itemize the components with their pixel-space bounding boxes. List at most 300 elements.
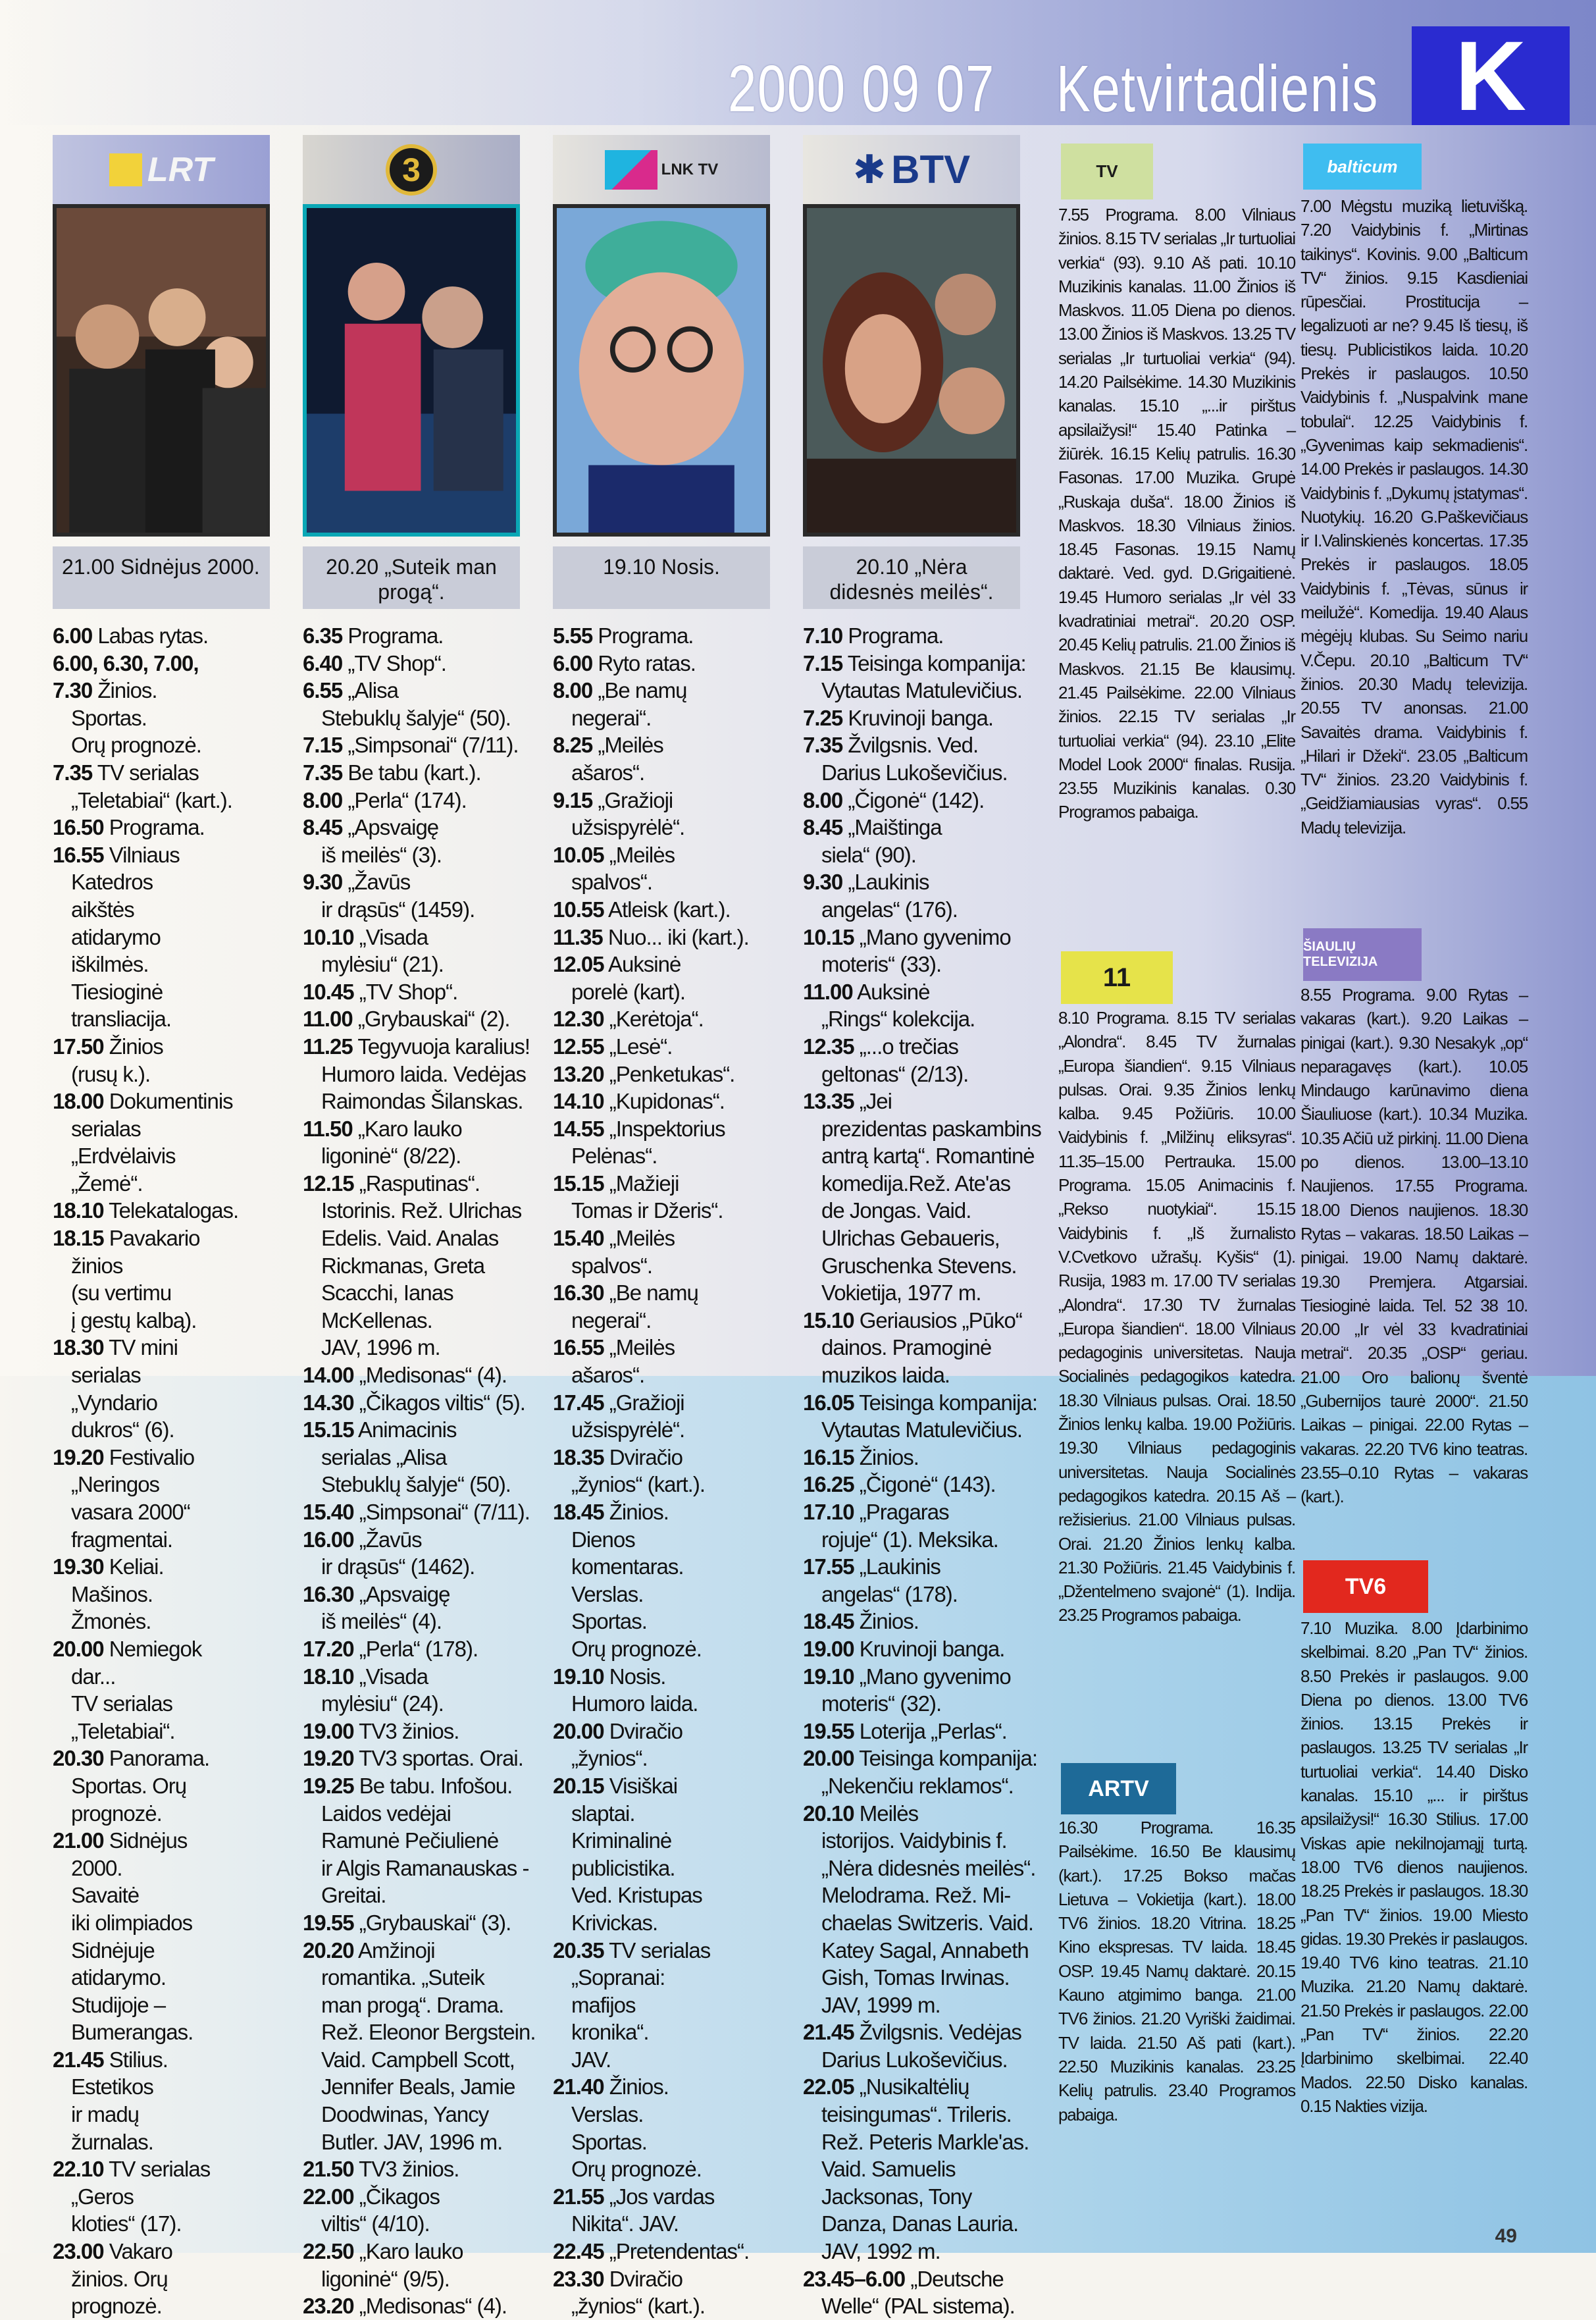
tv3-schedule-text: Raimondas Šilanskas. [321,1089,523,1114]
btv-schedule-text: Žvilgsnis. Ved. [842,733,979,758]
btv-schedule-text: „Mano gyvenimo [854,924,1011,949]
lrt-schedule-text: transliacija. [71,1007,172,1032]
tv3-schedule-text: „Visada [353,1664,428,1689]
tv3-schedule-text: Ramunė Pečiulienė [321,1828,499,1853]
lrt-schedule-text: Vilniaus [103,842,180,867]
lnk-schedule-line [553,1444,770,1471]
lrt-schedule-text: atidarymo [71,924,161,949]
tv3-schedule-text: „Žavūs [353,1527,422,1552]
tv3-schedule-line [303,2128,520,2156]
lnk-schedule-text: Programa. [592,623,694,648]
lnk-schedule-line [553,1361,770,1389]
lrt-schedule-line [53,1827,270,1855]
tv3-schedule-line [303,841,520,869]
tv3-schedule-line [303,2183,520,2211]
lrt-schedule-text: Dokumentinis [103,1089,233,1114]
btv-schedule-text: „Laukinis [842,870,929,895]
tv3-schedule-text: „Alisa [342,678,398,703]
lnk-schedule-time: 9.15 [553,787,593,812]
tv3-schedule-text: Amžinoji [353,1938,435,1963]
btv-schedule-time: 17.10 [803,1500,854,1524]
lnk-schedule-text: „Meilės [604,842,675,867]
lrt-schedule-text: iki olimpiados [71,1910,193,1935]
lrt-schedule-text: Bumerangas. [71,2020,193,2045]
lrt-schedule-text: Nemiegok [103,1636,202,1661]
lrt-schedule-text: dar... [71,1664,116,1689]
btv-lead: 20.10 „Nėra didesnės meilės“. [803,546,1020,609]
lrt-schedule-text: „Neringos [71,1472,160,1497]
lnk-schedule-line [553,2183,770,2211]
tv3-schedule-line [303,814,520,841]
btv-schedule-line [803,1471,1020,1498]
lnk-schedule-text: mafijos [571,1992,636,2017]
lnk-schedule-line [553,2073,770,2101]
btv-schedule-line [803,704,1020,732]
lrt-schedule-line [53,2292,270,2320]
lnk-schedule-time: 13.20 [553,1061,604,1086]
lrt-schedule-line [53,2155,270,2183]
lrt-schedule-line [53,1279,270,1307]
tv3-schedule-line [303,704,520,732]
lnk-logo-icon [605,150,657,190]
btv-schedule-text: „...o trečias [854,1034,958,1059]
lrt-schedule-text: Studijoje – [71,1992,166,2017]
page-header [0,0,1596,131]
lnk-schedule-line [553,1005,770,1033]
btv-schedule-time: 13.35 [803,1089,854,1114]
tv3-schedule-line [303,1991,520,2019]
lnk-schedule-text: „Kupidonas“. [604,1089,725,1114]
tv3-schedule-text: „Žavūs [342,870,411,895]
lnk-schedule-text: užsispyrėlė“. [571,815,685,840]
tv3-schedule-line [303,1252,520,1280]
tv3-schedule-text: „Rasputinas“. [353,1171,480,1196]
lrt-schedule-line [53,841,270,869]
lrt-schedule-line [53,622,270,650]
lrt-schedule-line [53,814,270,841]
tv3-schedule-text: Istorinis. Rež. Ulrichas [321,1198,522,1223]
lnk-photo-image [557,208,766,533]
tv3-schedule-text: ligoninė“ (9/5). [321,2266,450,2291]
lrt-schedule-time: 6.00, 6.30, 7.00, [53,650,199,675]
btv-schedule-text: Jacksonas, Tony [821,2184,972,2209]
tv3-schedule-text: iš meilės“ (3). [321,842,442,867]
lrt-schedule-line [53,2128,270,2156]
lrt-photo [53,204,270,537]
lnk-schedule-text: slaptai. [571,1801,635,1826]
btv-schedule-line [803,1663,1020,1691]
btv-schedule-line [803,1553,1020,1581]
tv3-schedule-time: 11.25 [303,1034,353,1059]
lrt-schedule-text: Mašinos. [71,1581,153,1606]
lnk-schedule-text: Krivickas. [571,1910,658,1935]
btv-schedule-text: moteris“ (32). [821,1691,942,1716]
lnk-schedule-time: 14.10 [553,1089,604,1114]
lnk-schedule-text: Nikita“. JAV. [571,2211,679,2236]
btv-schedule-text: Vytautas Matulevičius. [821,1417,1023,1442]
lrt-schedule-time: 18.30 [53,1335,104,1360]
btv-schedule-line [803,1772,1020,1800]
balticum-schedule: 7.00 Mėgstu muziką lietuvišką. 7.20 Vaidybinis f. „Mirtinas taikinys“. Kovinis. 9.00 „Balticum TV“ žinios. 9.15 Kasdieniai rūpesčiai. Prostitucija – legalizuoti ar ne? 9.45 Iš tiesų, iš tiesų. Publicistikos laida. 10.20 Prekės ir paslaugos. 10.50 Vaidybinis f. „Nuspalvink mane tobulai“. 12.25 Vaidybinis f. „Gyvenimas kaip sekmadienis“. 14.00 Prekės ir paslaugos. 14.30 Vaidybinis f. „Dykumų įstatymas“. Nuotykių. 16.20 G.Paškevičiaus ir I.Valinskienės koncertas. 17.35 Prekės ir paslaugos. 18.05 Vaidybinis f. „Tėvas, sūnus ir meilužė“. Komedija. 19.40 Alaus mėgėjų klubas. Su Seimo nariu V.Čepu. 20.10 „Balticum TV“ žinios. 20.30 Madų televizija. 20.55 TV anonsas. 21.00 Savaitės drama. Vaidybinis f. „Hilari ir Džeki“. 23.05 „Balticum TV“ žinios. 23.20 Vaidybinis f. „Geidžiamiausias vyras“. 0.55 Madų televizija. [1300,196,1528,837]
lrt-schedule-line [53,2101,270,2128]
tv3-schedule-line [303,1827,520,1855]
lnk-schedule-time: 20.15 [553,1773,604,1798]
lrt-schedule-text: žurnalas. [71,2129,153,2154]
lrt-schedule-line [53,1526,270,1554]
btv-schedule-text: Vytautas Matulevičius. [821,678,1023,703]
tv3-schedule-text: Be tabu (kart.). [342,760,481,785]
lrt-schedule-text: Sportas. Orų [71,1773,187,1798]
lnk-schedule-text: „Mažieji [604,1171,679,1196]
lnk-schedule-line [553,1581,770,1608]
lnk-schedule-text: Tomas ir Džeris“. [571,1198,723,1223]
tv3-schedule-line [303,1005,520,1033]
tv3-schedule-text: Animacinis [353,1417,457,1442]
tv3-schedule-text: man progą“. Drama. [321,1992,504,2017]
lrt-schedule-text: Žinios. [92,678,157,703]
lnk-schedule-time: 10.55 [553,897,604,922]
tv3-schedule-line [303,1772,520,1800]
tv3-schedule-line [303,1718,520,1745]
btv-schedule-line [803,1526,1020,1554]
lnk-schedule-line [553,1608,770,1635]
lnk-schedule-text: „Sopranai: [571,1965,665,1990]
tv3-schedule-time: 9.30 [303,870,343,895]
tv3-schedule-time: 23.20 [303,2294,354,2319]
btv-schedule-time: 23.45–6.00 [803,2266,906,2291]
lnk-schedule-text: Dviračio [604,1718,682,1743]
btv-schedule-text: „Čigonė“ (142). [842,787,985,812]
lnk-schedule-text: „Meilės [604,1335,675,1360]
lrt-schedule-text: kloties“ (17). [71,2211,182,2236]
btv-schedule-line [803,1745,1037,1772]
btv-schedule-text: Welle“ (PAL sistema). [821,2294,1015,2319]
lrt-schedule-line [53,1581,270,1608]
lnk-schedule-text: „Be namų [592,678,687,703]
btv-schedule [803,622,1041,2320]
btv-schedule-text: Darius Lukoševičius. [821,760,1008,785]
btv-schedule-time: 8.45 [803,815,843,840]
tv3-schedule-text: „Čikagos [353,2184,440,2209]
lnk-schedule-line [553,1553,770,1581]
lrt-schedule-line [53,1142,270,1170]
tv3-schedule-text: Tegyvuoja karalius! [352,1034,530,1059]
lrt-schedule-line [53,1800,270,1828]
tv3-schedule-text: Be tabu. Infošou. [353,1773,513,1798]
btv-schedule-line [803,2265,1020,2293]
lnk-schedule-text: „Gražioji [604,1390,684,1415]
page-number: 49 [1495,2225,1517,2247]
lnk-schedule-line [553,1389,770,1417]
lrt-schedule-line [53,1745,270,1772]
btv-schedule-line [803,1444,1020,1471]
lrt-schedule-text: TV serialas [92,760,199,785]
tv3-schedule-text: „Karo lauko [352,1116,462,1141]
lnk-schedule-time: 21.40 [553,2074,604,2099]
lnk-schedule-line [553,759,770,787]
tv3-schedule-text: Rickmanas, Greta [321,1253,485,1278]
btv-schedule-text: angelas“ (178). [821,1581,958,1606]
btv-schedule-line [803,2073,1020,2101]
btv-schedule-line [803,759,1020,787]
lrt-schedule-line [53,731,270,759]
btv-schedule-line [803,1088,1020,1115]
btv-schedule-line [803,951,1020,978]
lrt-schedule-line [53,1307,270,1334]
tv3-schedule-text: „Grybauskai“ (3). [353,1910,511,1935]
lnk-schedule-line [553,2155,770,2183]
lnk-schedule-line [553,1416,770,1444]
btv-schedule-time: 16.15 [803,1444,854,1469]
lrt-schedule-time: 21.45 [53,2047,104,2072]
lrt-schedule-line [53,704,270,732]
lrt-schedule-text: Sportas. [71,705,147,730]
tv3-schedule-line [303,1690,520,1718]
tv3-schedule-line [303,1225,520,1252]
tv3-schedule-text: iš meilės“ (4). [321,1609,442,1634]
lrt-schedule-line [53,1088,270,1115]
lrt-schedule-text: Sidnėjuje [71,1938,155,1963]
tv3-schedule-time: 14.30 [303,1390,354,1415]
lnk-schedule-text: Žinios. [604,2074,669,2099]
lnk-schedule-text: „žynios“. [571,1746,648,1771]
btv-schedule-line [803,1827,1020,1855]
lnk-schedule-line [553,951,770,978]
lnk-schedule-text: Nuo... iki (kart.). [602,924,749,949]
btv-schedule-line [803,1909,1034,1937]
lnk-schedule [553,622,770,2320]
btv-schedule-text: Auksinė [852,979,930,1004]
btv-schedule-text: Darius Lukoševičius. [821,2047,1008,2072]
lrt-schedule-text: Labas rytas. [92,623,209,648]
lnk-schedule-line [553,1663,770,1691]
btv-schedule-line [803,2238,1020,2265]
lrt-schedule-line [53,1608,270,1635]
lrt-schedule-time: 18.15 [53,1226,104,1251]
lnk-schedule-line [553,1855,770,1882]
tv3-schedule-line [303,2265,520,2293]
lrt-schedule-text: TV mini [103,1335,178,1360]
tv3-schedule-text: romantika. „Suteik [321,1965,484,1990]
lrt-schedule-line [53,1252,270,1280]
lrt-schedule-text: TV serialas [71,1691,173,1716]
btv-schedule-text: „Pragaras [854,1500,949,1524]
tv3-schedule-text: viltis“ (4/10). [321,2211,430,2236]
btv-photo-image [807,208,1016,533]
btv-schedule-text: „Laukinis [854,1554,940,1579]
lrt-schedule-line [53,924,270,951]
lrt-schedule-line [53,1937,270,1964]
tv3-photo-image [307,208,516,533]
lrt-schedule-line [53,2073,270,2101]
lrt-schedule-text: (su vertimu [71,1280,172,1305]
lnk-schedule-line [553,787,770,814]
lrt-schedule-line [53,1991,270,2019]
lnk-schedule-line [553,2265,770,2293]
tv3-schedule-text: Laidos vedėjai [321,1801,451,1826]
lnk-schedule-text: komentaras. [571,1554,684,1579]
lnk-schedule-text: Žinios. [604,1500,669,1524]
tv3-schedule-text: Stebuklų šalyje“ (50). [321,705,511,730]
btv-schedule-text: Katey Sagal, Annabeth [821,1938,1029,1963]
tv3-schedule-text: TV3 žinios. [353,2157,459,2182]
lnk-schedule-time: 10.05 [553,842,604,867]
tv3-schedule-text: Rež. Eleonor Bergstein. [321,2020,536,2045]
tv3-schedule-line [303,868,520,896]
lnk-schedule-text: spalvos“. [571,1253,653,1278]
btv-schedule-text: rojuje“ (1). Meksika. [821,1527,998,1552]
lrt-schedule-text: Estetikos [71,2074,153,2099]
lnk-schedule-text: Atleisk (kart.). [604,897,731,922]
lnk-schedule-line [553,1115,770,1143]
lrt-schedule-text: Telekatalogas. [103,1198,239,1223]
tv6-logo: TV6 [1303,1560,1428,1613]
btv-schedule-text: JAV, 1992 m. [821,2239,940,2264]
btv-schedule-line [803,1718,1020,1745]
lrt-schedule-text: Programa. [103,815,205,840]
btv-schedule-line [803,1608,1020,1635]
btv-schedule-line [803,1389,1037,1417]
tv3-schedule-line [303,1061,527,1088]
btv-schedule-text: Melodrama. Rež. Mi- [821,1883,1011,1908]
btv-schedule-line [803,1690,1020,1718]
lrt-schedule-line [53,2238,270,2265]
lrt-schedule-line [53,1389,270,1417]
tv3-schedule-line [303,1498,530,1526]
tv3-schedule-line [303,759,520,787]
tv3-schedule-line [303,2292,520,2320]
tv3-schedule-line [303,1197,520,1225]
lrt-schedule-text: serialas [71,1363,141,1388]
btv-schedule-line [803,1005,1020,1033]
btv-schedule-text: Gruschenka Stevens. [821,1253,1017,1278]
btv-schedule-text: „Nėra didesnės meilės“. [821,1855,1036,1880]
lnk-schedule-text: „Meilės [604,1226,675,1251]
tv3-schedule-text: mylėsiu“ (24). [321,1691,444,1716]
btv-schedule-line [803,1800,1020,1828]
artv-schedule: 16.30 Programa. 16.35 Pailsėkime. 16.50 Be klausimų (kart.). 17.25 Bokso mačas Lietuva – Vokietija (kart.). 18.00 TV6 žinios. 18.20 Vitrina. 18.25 Kino ekspresas. TV laida. 18.45 OSP. 19.45 Namų daktarė. 20.15 Kauno atgimimo banga. 21.00 TV6 žinios. 21.20 Vyriški žaidimai. TV laida. 21.50 Aš pati (kart.). 22.50 Muzikinis kanalas. 23.25 Kelių patrulis. 23.40 Programos pabaiga. [1058,1818,1295,2124]
btv-logo-icon: ✱ [852,147,887,192]
btv-schedule-line [803,814,1020,841]
tv3-schedule-line [303,1416,520,1444]
tv3-schedule-line [303,978,520,1006]
tv3-schedule-line [303,1115,520,1143]
lrt-schedule-line [53,650,270,677]
btv-schedule-text: Geriausios „Pūko“ [854,1307,1022,1332]
btv-schedule-time: 7.10 [803,623,843,648]
tv3-schedule-line [303,2210,520,2238]
lrt-schedule-time: 20.30 [53,1746,104,1771]
tv3-schedule-text: ir drąsūs“ (1459). [321,897,475,922]
lrt-schedule-time: 7.30 [53,678,93,703]
btv-schedule-time: 7.15 [803,650,843,675]
lnk-schedule-text: spalvos“. [571,870,653,895]
btv-schedule-text: dainos. Pramoginė [821,1335,992,1360]
btv-schedule-line [803,622,1020,650]
btv-schedule-line [803,650,1026,677]
tv3-schedule-time: 14.00 [303,1363,354,1388]
tv3-schedule-time: 22.50 [303,2239,354,2264]
lrt-schedule-line [53,1855,270,1882]
lrt-schedule-line [53,1553,270,1581]
lrt-schedule-time: 21.00 [53,1828,104,1853]
btv-schedule-time: 19.00 [803,1636,854,1661]
lrt-schedule-line [53,1416,270,1444]
btv-schedule-text: Programa. [842,623,944,648]
lrt-schedule-line [53,1663,270,1691]
tv3-schedule-time: 8.00 [303,787,343,812]
tv3-schedule-time: 15.40 [303,1500,354,1524]
lnk-schedule-text: Nosis. [604,1664,666,1689]
btv-schedule-time: 16.25 [803,1472,854,1497]
lnk-schedule-text: Orų prognozė. [571,1636,702,1661]
lrt-schedule-line [53,677,270,704]
tv3-schedule-time: 18.10 [303,1664,354,1689]
tv3-schedule-time: 15.15 [303,1417,354,1442]
lrt-schedule-text: Sidnėjus [103,1828,188,1853]
btv-schedule-text: „Nekenčiu reklamos“. [821,1773,1014,1798]
vilniaus-tv-logo: TV [1061,144,1153,199]
btv-schedule-text: teisingumas“. Trileris. [821,2102,1012,2127]
lnk-lead: 19.10 Nosis. [553,546,770,609]
tv3-schedule-text: „Simpsonai“ (7/11). [353,1500,530,1524]
lnk-logo: LNK TV [553,135,770,204]
lnk-schedule-line [553,1225,770,1252]
btv-schedule-text: Teisinga kompanija: [854,1746,1037,1771]
lrt-schedule-text: „Žemė“. [71,1171,143,1196]
tv3-schedule-line [303,1088,523,1115]
tv3-schedule-time: 10.10 [303,924,354,949]
btv-schedule-line [803,677,1023,704]
btv-schedule-line [803,1964,1020,1991]
tv3-schedule-text: Edelis. Vaid. Analas [321,1226,499,1251]
tv3-schedule-time: 16.30 [303,1581,354,1606]
tv3-schedule-time: 7.35 [303,760,343,785]
tv3-schedule-text: „Visada [353,924,428,949]
lnk-schedule-time: 18.35 [553,1444,604,1469]
tv3-schedule-text: McKellenas. [321,1307,432,1332]
lrt-photo-image [57,208,266,533]
tv3-schedule-line [303,1389,525,1417]
tv3-schedule-text: „Apsvaigę [353,1581,450,1606]
tv3-schedule-line [303,2155,520,2183]
tv3-schedule-line [303,1882,520,1909]
lrt-schedule-line [53,2046,270,2074]
lrt-schedule-line [53,2018,270,2046]
btv-schedule-line [803,978,1020,1006]
lnk-schedule-line [553,896,770,924]
btv-schedule-time: 8.00 [803,787,843,812]
lnk-schedule-time: 12.05 [553,952,604,977]
lrt-schedule-time: 17.50 [53,1034,104,1059]
tv3-schedule-time: 11.00 [303,1007,353,1032]
tv3-schedule-text: „Perla“ (174). [342,787,467,812]
tv3-schedule-time: 6.40 [303,650,343,675]
lnk-schedule-line [553,1635,770,1663]
lrt-schedule-time: 19.30 [53,1554,104,1579]
baltijos-tv-logo: 11 [1061,951,1173,1004]
lnk-schedule-text: Sportas. [571,2129,647,2154]
lrt-schedule-text: ir madų [71,2102,140,2127]
lnk-schedule-time: 6.00 [553,650,593,675]
lrt-schedule-text: į gestų kalbą). [71,1307,197,1332]
lnk-schedule-line [553,1882,770,1909]
lnk-schedule-text: „Jos vardas [604,2184,715,2209]
header-date: 2000 09 07 [727,52,995,126]
lnk-schedule-time: 5.55 [553,623,593,648]
btv-schedule-text: Ulrichas Gebaueris, [821,1226,1000,1251]
tv3-schedule-line [303,2073,520,2101]
